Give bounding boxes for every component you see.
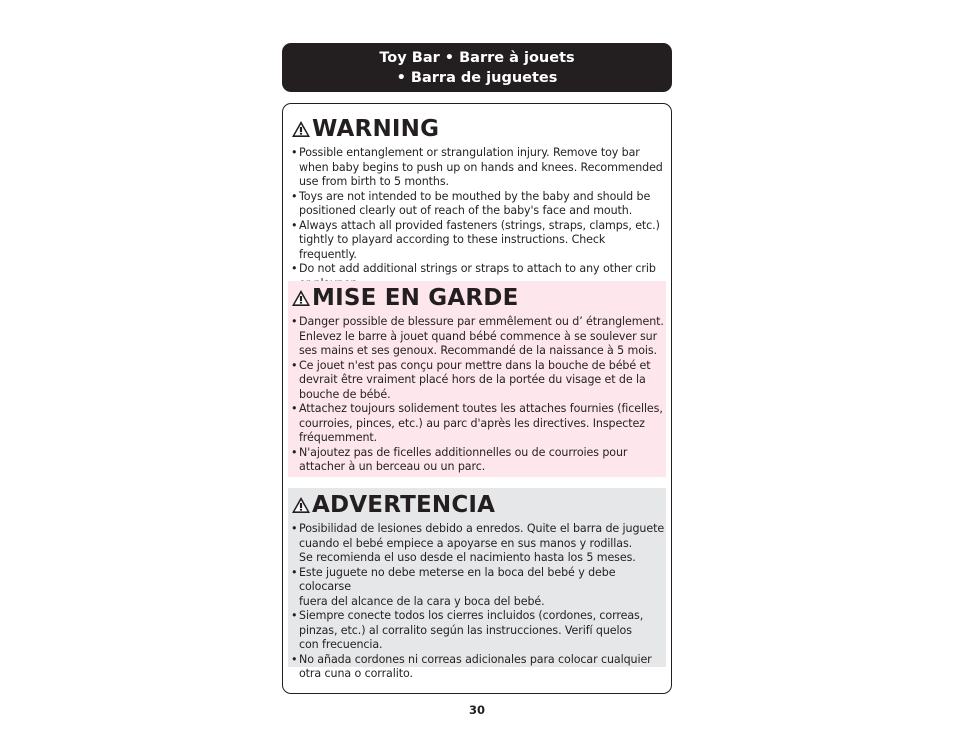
title-line-2: • Barra de juguetes (396, 69, 558, 86)
section-heading (291, 281, 666, 315)
warning-section-english (288, 112, 666, 284)
warning-triangle-icon (291, 289, 311, 307)
warning-panel (282, 103, 672, 694)
list-item: • Toys are not intended to be mouthed by the baby and should be positioned clearly out of reach of the baby's face and mouth. (291, 190, 666, 219)
warning-section-french (288, 281, 666, 477)
list-item: • N'ajoutez pas de ficelles additionnelles ou de courroies pour attacher à un berceau ou un parc. (291, 446, 666, 475)
title-line-1: Toy Bar • Barre à jouets (379, 49, 575, 66)
heading-text: WARNING (312, 116, 440, 142)
bullet-list (291, 315, 666, 475)
list-item: • Possible entanglement or strangulation injury. Remove toy bar when baby begins to push up on hands and knees. Recommended use from birth to 5 months. (291, 146, 666, 190)
heading-text: MISE EN GARDE (312, 285, 519, 311)
bullet-list (291, 146, 666, 291)
warning-triangle-icon (291, 496, 311, 514)
heading-text: ADVERTENCIA (312, 492, 496, 518)
bullet-list (291, 522, 666, 682)
warning-triangle-icon (291, 120, 311, 138)
section-heading (291, 112, 666, 146)
list-item: • Posibilidad de lesiones debido a enredos. Quite el barra de juguete cuando el bebé empiece a apoyarse en sus manos y rodillas. Se recomienda el uso desde el nacimiento hasta los 5 meses. (291, 522, 666, 566)
list-item: • Danger possible de blessure par emmêlement ou d’ étranglement. Enlevez le barre à jouet quand bébé commence à se soulever sur ses mains et ses genoux. Recommandé de la naissance à 5 mois. (291, 315, 666, 359)
list-item: • Siempre conecte todos los cierres incluidos (cordones, correas, pinzas, etc.) al corralito según las instrucciones. Verifí quelos con frecuencia. (291, 609, 666, 653)
list-item: • Do not add additional strings or straps to attach to any other crib (291, 262, 666, 291)
page-number: 30 (468, 703, 485, 717)
list-item: • Este juguete no debe meterse en la boca del bebé y debe colocarse fuera del alcance de la cara y boca del bebé. (291, 566, 666, 610)
warning-section-spanish (288, 488, 666, 680)
section-heading (291, 488, 666, 522)
list-item: • Attachez toujours solidement toutes les attaches fournies (ficelles, courroies, pinces, etc.) au parc d'après les directives. Inspectez fréquemment. (291, 402, 666, 446)
title-banner (282, 43, 672, 92)
list-item: • Ce jouet n'est pas conçu pour mettre dans la bouche de bébé et devrait être vraiment placé hors de la portée du visage et de la bouche de bébé. (291, 359, 666, 403)
list-item: • No añada cordones ni correas adicionales para colocar cualquier otra cuna o corralito. (291, 653, 666, 682)
list-item: • Always attach all provided fasteners (strings, straps, clamps, etc.) tightly to playard according to these instructions. Check frequently. (291, 219, 666, 263)
